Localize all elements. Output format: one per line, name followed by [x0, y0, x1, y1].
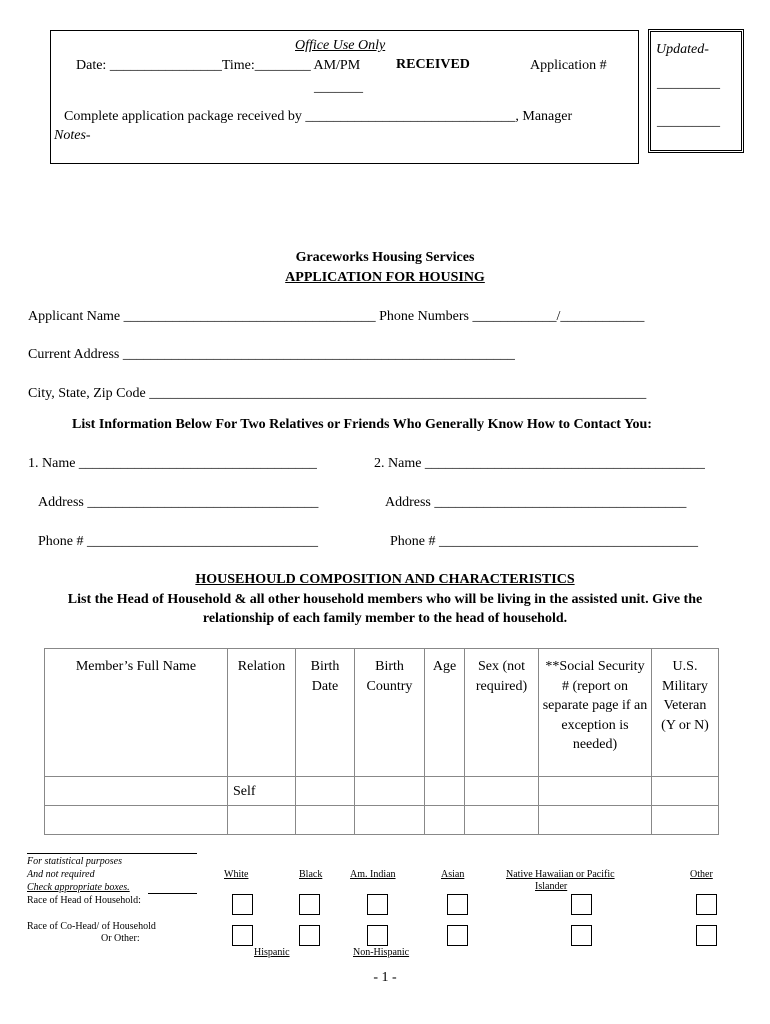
household-instruction-2: relationship of each family member to the head of household.: [202, 611, 568, 626]
cell-veteran[interactable]: [652, 806, 719, 835]
cell-age[interactable]: [425, 806, 465, 835]
head-native-hawaiian-checkbox[interactable]: [571, 894, 592, 915]
city-state-zip-field[interactable]: City, State, Zip Code _______________________________________________________________________: [28, 386, 647, 401]
household-instruction-1: List the Head of Household & all other household members who will be living in the assisted unit. Give the: [67, 592, 703, 607]
col-relation: Relation: [228, 649, 296, 777]
head-white-checkbox[interactable]: [232, 894, 253, 915]
head-black-checkbox[interactable]: [299, 894, 320, 915]
cohead-asian-checkbox[interactable]: [447, 925, 468, 946]
race-cohead-label-1: Race of Co-Head/ of Household: [27, 921, 156, 932]
race-head-label: Race of Head of Household:: [27, 895, 141, 906]
head-other-checkbox[interactable]: [696, 894, 717, 915]
cohead-black-checkbox[interactable]: [299, 925, 320, 946]
household-title: HOUSEHOULD COMPOSITION AND CHARACTERISTICS: [195, 572, 575, 587]
cell-ssn[interactable]: [539, 777, 652, 806]
application-number-label: Application #: [530, 58, 607, 73]
cell-veteran[interactable]: [652, 777, 719, 806]
cell-name[interactable]: [45, 777, 228, 806]
contacts-instruction: List Information Below For Two Relatives or Friends Who Generally Know How to Contact You:: [72, 417, 652, 432]
office-use-title: Office Use Only: [295, 38, 386, 53]
hispanic-label: Hispanic: [254, 947, 290, 958]
notes-label: Notes-: [54, 128, 91, 143]
head-asian-checkbox[interactable]: [447, 894, 468, 915]
updated-blank-1: _________: [657, 76, 720, 91]
contact2-address-field[interactable]: Address ____________________________________: [385, 495, 687, 510]
table-header-row: [45, 649, 719, 777]
race-option-native-hawaiian: Native Hawaiian or Pacific: [506, 869, 615, 880]
updated-blank-2: _________: [657, 114, 720, 129]
cell-birth-date[interactable]: [296, 777, 355, 806]
household-table: [44, 648, 719, 835]
col-birth-date: Birth Date: [296, 649, 355, 777]
race-option-black: Black: [299, 869, 323, 880]
package-received-line: Complete application package received by ______________________________, Manager: [64, 109, 573, 124]
application-number-blank: _______: [314, 80, 363, 95]
cohead-white-checkbox[interactable]: [232, 925, 253, 946]
cell-birth-date[interactable]: [296, 806, 355, 835]
non-hispanic-label: Non-Hispanic: [353, 947, 410, 958]
race-option-other: Other: [690, 869, 713, 880]
col-veteran: U.S. Military Veteran (Y or N): [652, 649, 719, 777]
col-member-name: Member’s Full Name: [45, 649, 228, 777]
updated-label: Updated-: [656, 42, 709, 57]
race-option-asian: Asian: [441, 869, 465, 880]
contact1-name-field[interactable]: 1. Name __________________________________: [28, 456, 317, 471]
cell-relation[interactable]: [228, 806, 296, 835]
contact1-phone-field[interactable]: Phone # _________________________________: [38, 534, 318, 549]
contact1-address-field[interactable]: Address _________________________________: [38, 495, 319, 510]
race-note-2: And not required: [27, 869, 95, 880]
race-divider-bottom: [148, 893, 197, 894]
cell-sex[interactable]: [465, 777, 539, 806]
table-row[interactable]: [45, 806, 719, 835]
cell-age[interactable]: [425, 777, 465, 806]
cohead-native-hawaiian-checkbox[interactable]: [571, 925, 592, 946]
race-option-white: White: [224, 869, 249, 880]
race-option-islander: Islander: [535, 881, 568, 892]
head-am-indian-checkbox[interactable]: [367, 894, 388, 915]
current-address-field[interactable]: Current Address ________________________________________________________: [28, 347, 515, 362]
race-note-1: For statistical purposes: [27, 856, 123, 867]
cell-sex[interactable]: [465, 806, 539, 835]
race-note-3: Check appropriate boxes.: [27, 882, 130, 893]
col-sex: Sex (not required): [465, 649, 539, 777]
org-name: Graceworks Housing Services: [295, 250, 475, 265]
col-birth-country: Birth Country: [355, 649, 425, 777]
cell-ssn[interactable]: [539, 806, 652, 835]
cell-name[interactable]: [45, 806, 228, 835]
contact2-name-field[interactable]: 2. Name ________________________________________: [374, 456, 705, 471]
cohead-other-checkbox[interactable]: [696, 925, 717, 946]
col-age: Age: [425, 649, 465, 777]
applicant-name-field[interactable]: Applicant Name ____________________________________ Phone Numbers ____________/____________: [28, 309, 645, 324]
date-time-label: Date: ________________Time:________ AM/PM: [76, 58, 361, 73]
received-label: RECEIVED: [396, 57, 470, 72]
cell-birth-country[interactable]: [355, 806, 425, 835]
cell-relation-self: Self: [228, 777, 296, 806]
race-option-am-indian: Am. Indian: [350, 869, 396, 880]
race-divider-top: [27, 853, 197, 854]
race-cohead-label-2: Or Other:: [101, 933, 140, 944]
cohead-am-indian-checkbox[interactable]: [367, 925, 388, 946]
col-ssn: **Social Security # (report on separate page if an exception is needed): [539, 649, 652, 777]
table-row[interactable]: [45, 777, 719, 806]
page-title: APPLICATION FOR HOUSING: [285, 270, 485, 285]
cell-birth-country[interactable]: [355, 777, 425, 806]
page-number: - 1 -: [373, 970, 397, 985]
contact2-phone-field[interactable]: Phone # _____________________________________: [390, 534, 698, 549]
